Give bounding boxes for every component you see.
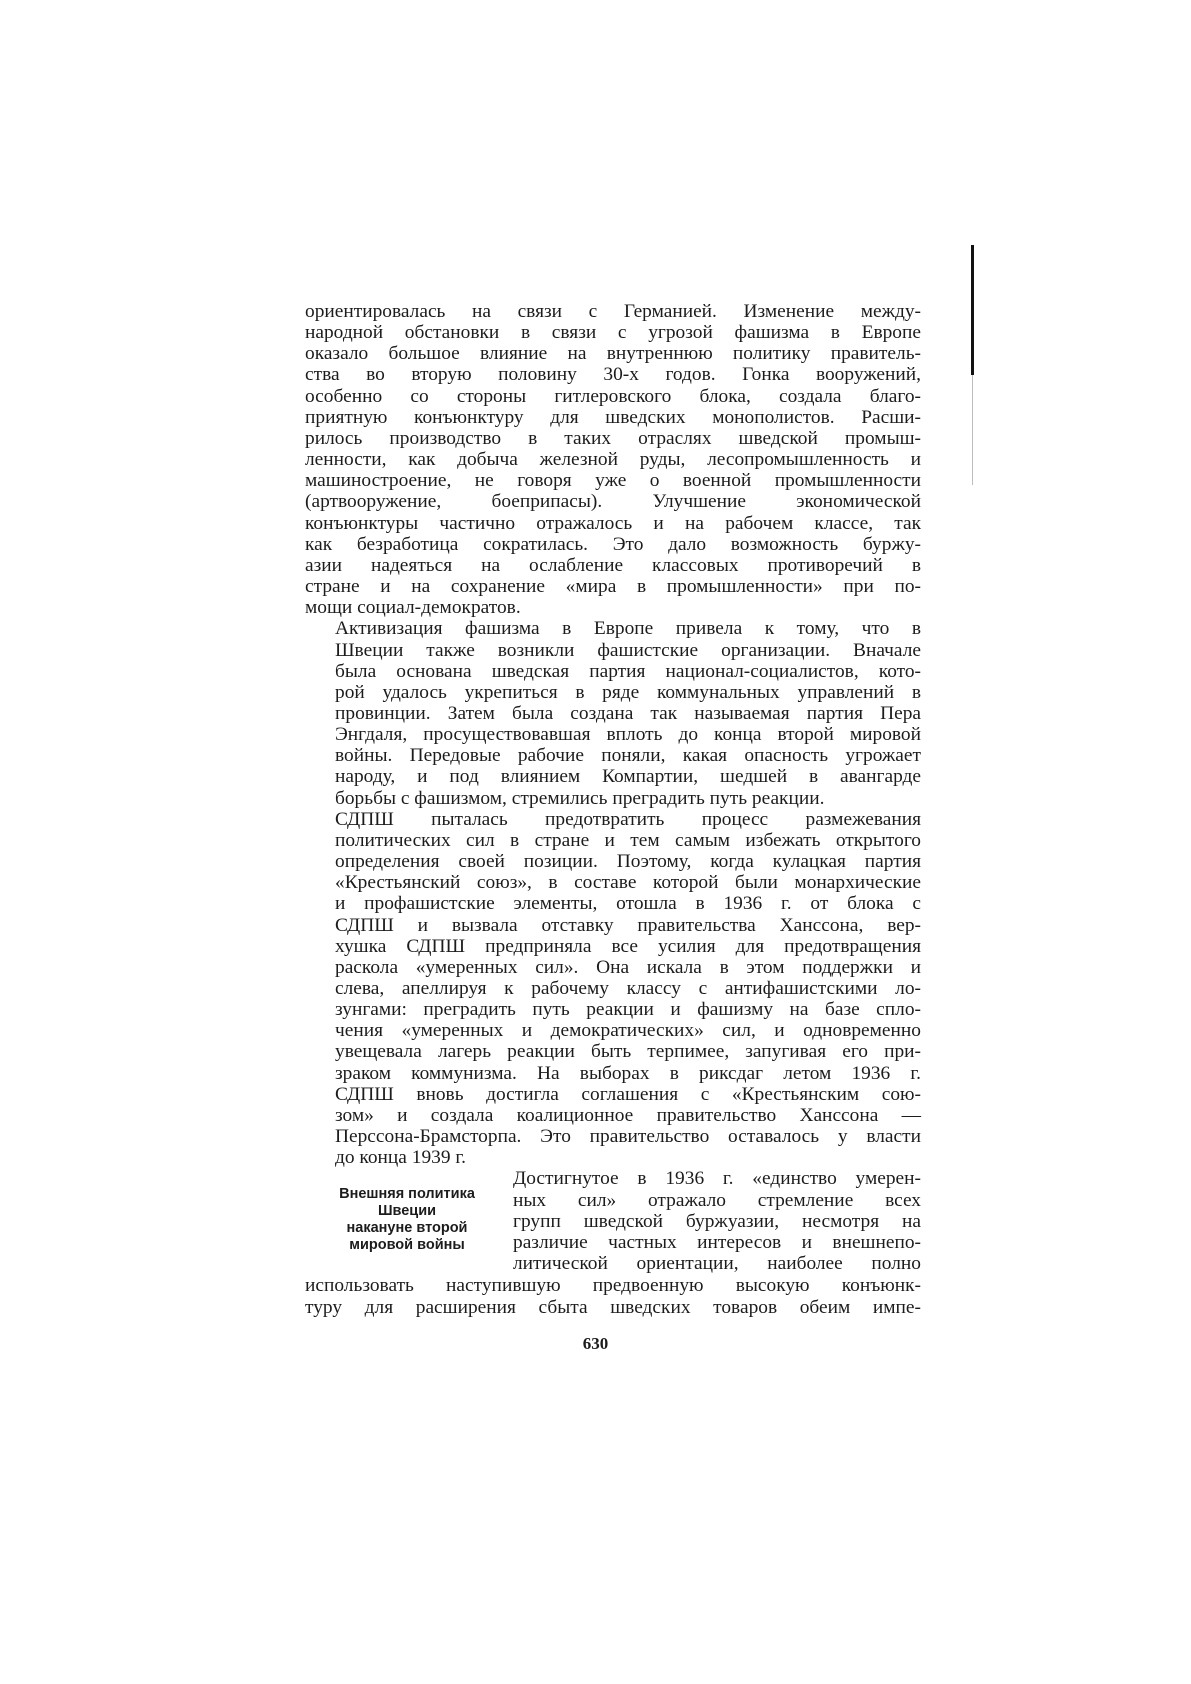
text-line: групп шведской буржуазии, несмотря на	[513, 1210, 921, 1232]
paragraph-foreign-policy-continued	[305, 1275, 921, 1317]
text-line: туру для расширения сбыта шведских товаров обеим импе-	[305, 1296, 921, 1318]
paragraph-sdpsh-policy	[305, 809, 921, 1169]
text-line: приятную конъюнктуру для шведских монополистов. Расши-	[305, 406, 921, 428]
text-line: азии надеяться на ослабление классовых противоречий в	[305, 554, 921, 576]
text-line: СДПШ и вызвала отставку правительства Ханссона, вер-	[335, 914, 921, 936]
side-heading-line: накануне второй	[346, 1220, 468, 1237]
page-number: 630	[582, 1334, 609, 1353]
side-heading-line: мировой войны	[349, 1237, 465, 1254]
side-heading-line: Швеции	[377, 1203, 437, 1220]
text-line: особенно со стороны гитлеровского блока, создала благо-	[305, 385, 921, 407]
text-line: различие частных интересов и внешнепо-	[513, 1231, 921, 1253]
text-line: Швеции также возникли фашистские организации. Вначале	[335, 639, 921, 661]
text-line: народной обстановки в связи с угрозой фашизма в Европе	[305, 322, 921, 344]
paragraph-fascism-activation	[305, 618, 921, 808]
text-line: Энгдаля, просуществовавшая вплоть до конца второй мировой	[335, 724, 921, 746]
text-line: народу, и под влиянием Компартии, шедшей в авангарде	[335, 766, 921, 788]
text-line: зунгами: преградить путь реакции и фашизму на базе спло-	[335, 999, 921, 1021]
margin-marker-shadow	[972, 375, 973, 485]
text-line: (артвооружение, боеприпасы). Улучшение экономической	[305, 491, 921, 513]
text-line: была основана шведская партия национал-социалистов, кото-	[335, 660, 921, 682]
margin-marker-bar	[971, 245, 974, 375]
paragraph-germany-orientation	[305, 301, 921, 618]
text-line: использовать наступившую предвоенную высокую конъюнк-	[305, 1275, 921, 1297]
text-line: конъюнктуры частично отражалось и на рабочем классе, так	[305, 512, 921, 534]
text-line: СДПШ пыталась предотвратить процесс размежевания	[335, 808, 921, 830]
text-line: Перссона-Брамсторпа. Это правительство оставалось у власти	[335, 1126, 921, 1148]
text-line: ства во вторую половину 30-х годов. Гонка вооружений,	[305, 364, 921, 386]
text-line: «Крестьянский союз», в составе которой были монархические	[335, 872, 921, 894]
side-heading-line: Внешняя политика	[339, 1186, 475, 1203]
text-line: зом» и создала коалиционное правительство Ханссона —	[335, 1104, 921, 1126]
text-line: как безработица сократилась. Это дало возможность буржу-	[305, 533, 921, 555]
section-side-heading	[321, 1186, 493, 1254]
paragraph-foreign-policy-start	[513, 1168, 921, 1274]
text-line: определения своей позиции. Поэтому, когда кулацкая партия	[335, 851, 921, 873]
text-line: провинции. Затем была создана так называемая партия Пера	[335, 702, 921, 724]
text-line: чения «умеренных и демократических» сил, и одновременно	[335, 1020, 921, 1042]
text-line: до конца 1939 г.	[335, 1147, 466, 1169]
text-line: машиностроение, не говоря уже о военной промышленности	[305, 470, 921, 492]
text-line: раскола «умеренных сил». Она искала в этом поддержки и	[335, 956, 921, 978]
text-line: борьбы с фашизмом, стремились преградить путь реакции.	[335, 787, 825, 809]
text-line: ориентировалась на связи с Германией. Изменение между-	[305, 301, 921, 322]
text-line: зраком коммунизма. На выборах в риксдаг летом 1936 г.	[335, 1062, 921, 1084]
text-line: ных сил» отражало стремление всех	[513, 1189, 921, 1211]
text-line: Достигнутое в 1936 г. «единство умерен-	[513, 1168, 921, 1190]
text-line: и профашистские элементы, отошла в 1936 г. от блока с	[335, 893, 921, 915]
page-text-column	[305, 301, 921, 1318]
text-line: ленности, как добыча железной руды, лесопромышленность и	[305, 449, 921, 471]
text-line: Активизация фашизма в Европе привела к тому, что в	[335, 618, 921, 640]
text-line: рилось производство в таких отраслях шведской промыш-	[305, 427, 921, 449]
text-line: мощи социал-демократов.	[305, 597, 521, 619]
text-line: оказало большое влияние на внутреннюю политику правитель-	[305, 343, 921, 365]
text-line: СДПШ вновь достигла соглашения с «Крестьянским сою-	[335, 1083, 921, 1105]
text-line: стране и на сохранение «мира в промышленности» при по-	[305, 576, 921, 598]
text-line: политических сил в стране и тем самым избежать открытого	[335, 829, 921, 851]
text-line: литической ориентации, наиболее полно	[513, 1253, 921, 1275]
text-line: хушка СДПШ предприняла все усилия для предотвращения	[335, 935, 921, 957]
text-line: увещевала лагерь реакции быть терпимее, запугивая его при-	[335, 1041, 921, 1063]
text-line: войны. Передовые рабочие поняли, какая опасность угрожает	[335, 745, 921, 767]
sidebar-section	[305, 1168, 921, 1275]
text-line: слева, апеллируя к рабочему классу с антифашистскими ло-	[335, 978, 921, 999]
text-line: рой удалось укрепиться в ряде коммунальных управлений в	[335, 681, 921, 703]
